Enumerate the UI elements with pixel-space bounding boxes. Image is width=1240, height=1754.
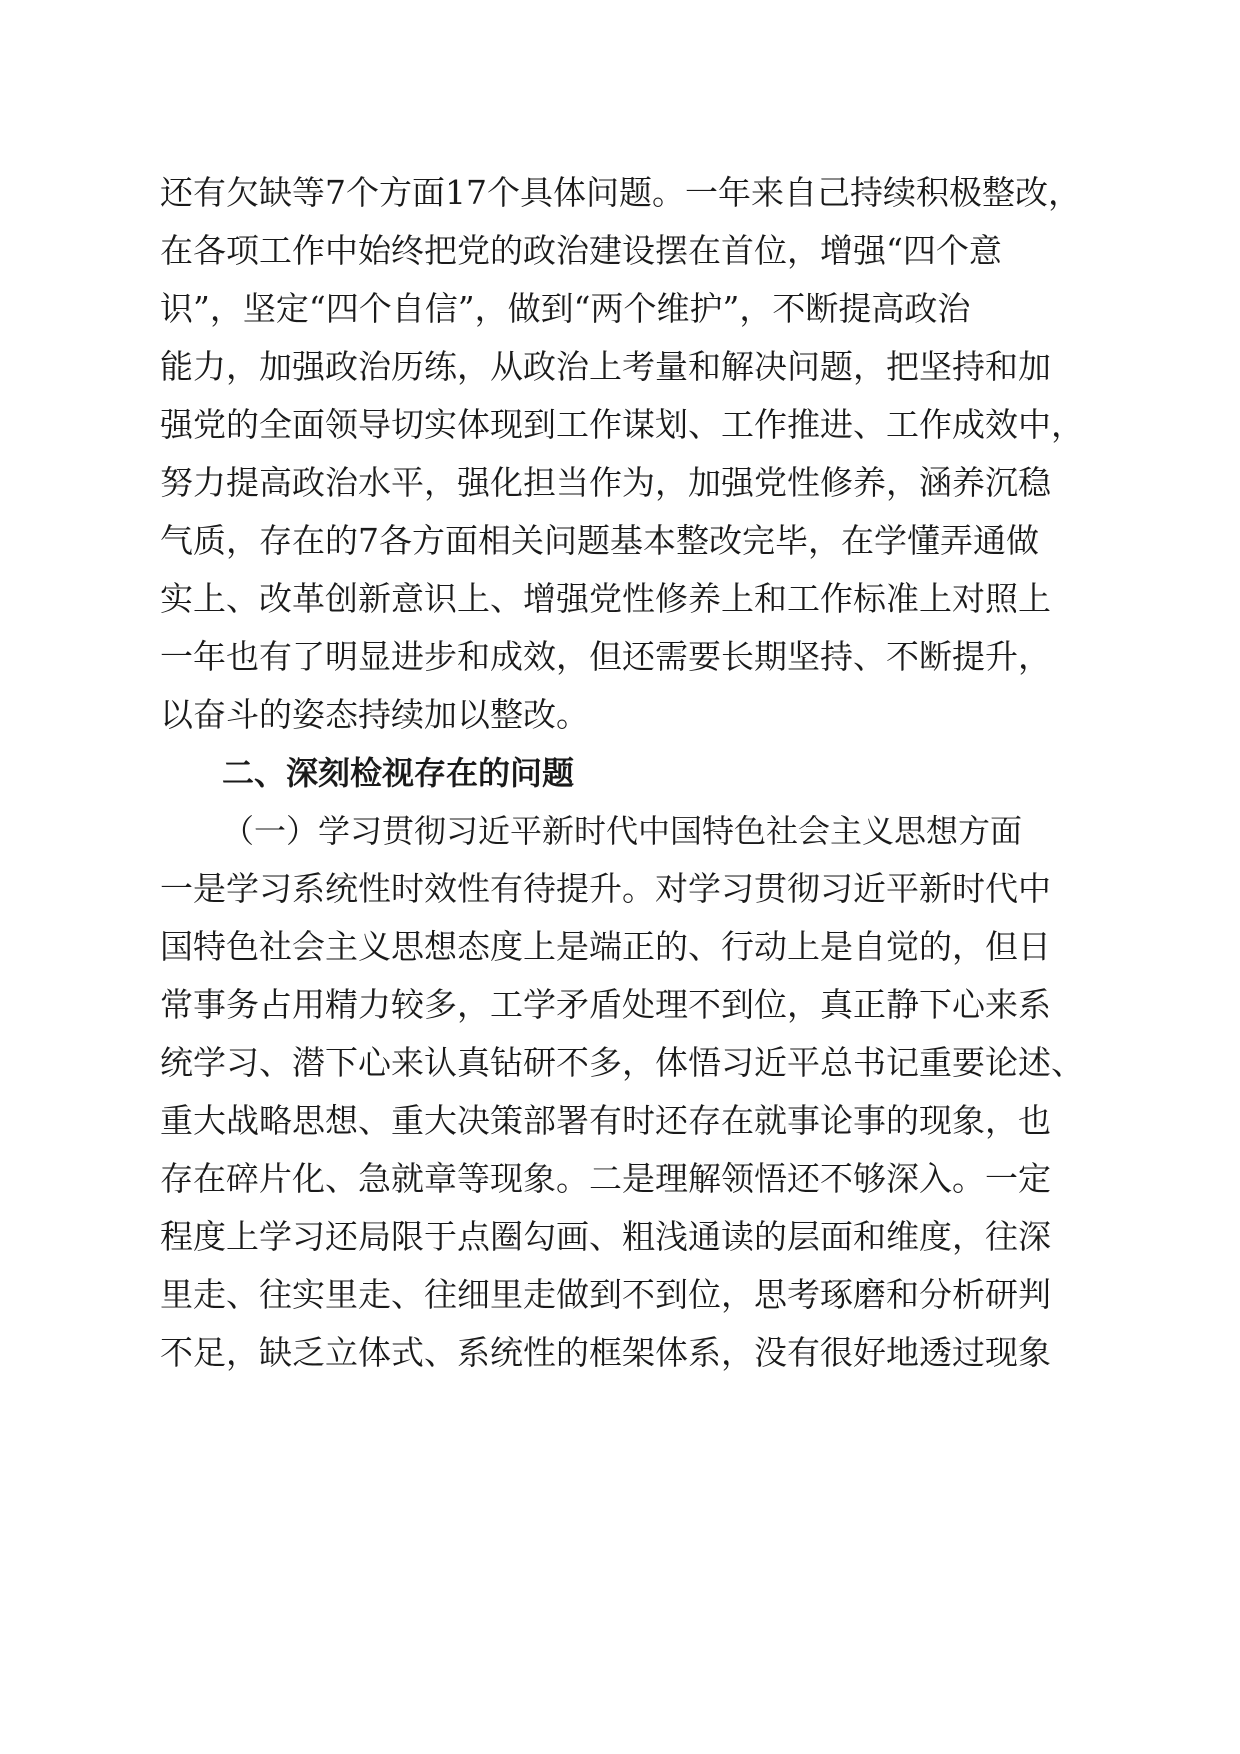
body-line: 里走、往实里走、往细里走做到不到位，思考琢磨和分析研判	[160, 1275, 1051, 1314]
section-heading: 二、深刻检视存在的问题	[222, 754, 575, 792]
subsection-heading: （一）学习贯彻习近平新时代中国特色社会主义思想方面	[222, 812, 1023, 850]
body-line: 一是学习系统性时效性有待提升。对学习贯彻习近平新时代中	[160, 869, 1051, 908]
body-line: 以奋斗的姿态持续加以整改。	[160, 695, 589, 734]
body-line: 国特色社会主义思想态度上是端正的、行动上是自觉的，但日	[160, 927, 1051, 966]
body-line: 强党的全面领导切实体现到工作谋划、工作推进、工作成效中，	[160, 405, 1084, 444]
body-line: 统学习、潜下心来认真钻研不多，体悟习近平总书记重要论述、	[160, 1043, 1084, 1082]
body-line: 一年也有了明显进步和成效，但还需要长期坚持、不断提升，	[160, 637, 1051, 676]
body-line: 重大战略思想、重大决策部署有时还存在就事论事的现象，也	[160, 1101, 1051, 1140]
body-line: 不足，缺乏立体式、系统性的框架体系，没有很好地透过现象	[160, 1333, 1051, 1372]
body-line: 努力提高政治水平，强化担当作为，加强党性修养，涵养沉稳	[160, 463, 1051, 502]
body-line: 存在碎片化、急就章等现象。二是理解领悟还不够深入。一定	[160, 1159, 1051, 1198]
body-line: 能力，加强政治历练，从政治上考量和解决问题，把坚持和加	[160, 347, 1051, 386]
body-line: 程度上学习还局限于点圈勾画、粗浅通读的层面和维度，往深	[160, 1217, 1051, 1256]
body-line: 还有欠缺等7个方面17个具体问题。一年来自己持续积极整改，	[160, 173, 1081, 212]
body-line: 识”，坚定“四个自信”，做到“两个维护”，不断提高政治	[160, 289, 971, 328]
body-line: 常事务占用精力较多，工学矛盾处理不到位，真正静下心来系	[160, 985, 1051, 1024]
body-line: 在各项工作中始终把党的政治建设摆在首位，增强“四个意	[160, 231, 1002, 270]
body-line: 气质，存在的7各方面相关问题基本整改完毕，在学懂弄通做	[160, 521, 1039, 560]
body-line: 实上、改革创新意识上、增强党性修养上和工作标准上对照上	[160, 579, 1051, 618]
